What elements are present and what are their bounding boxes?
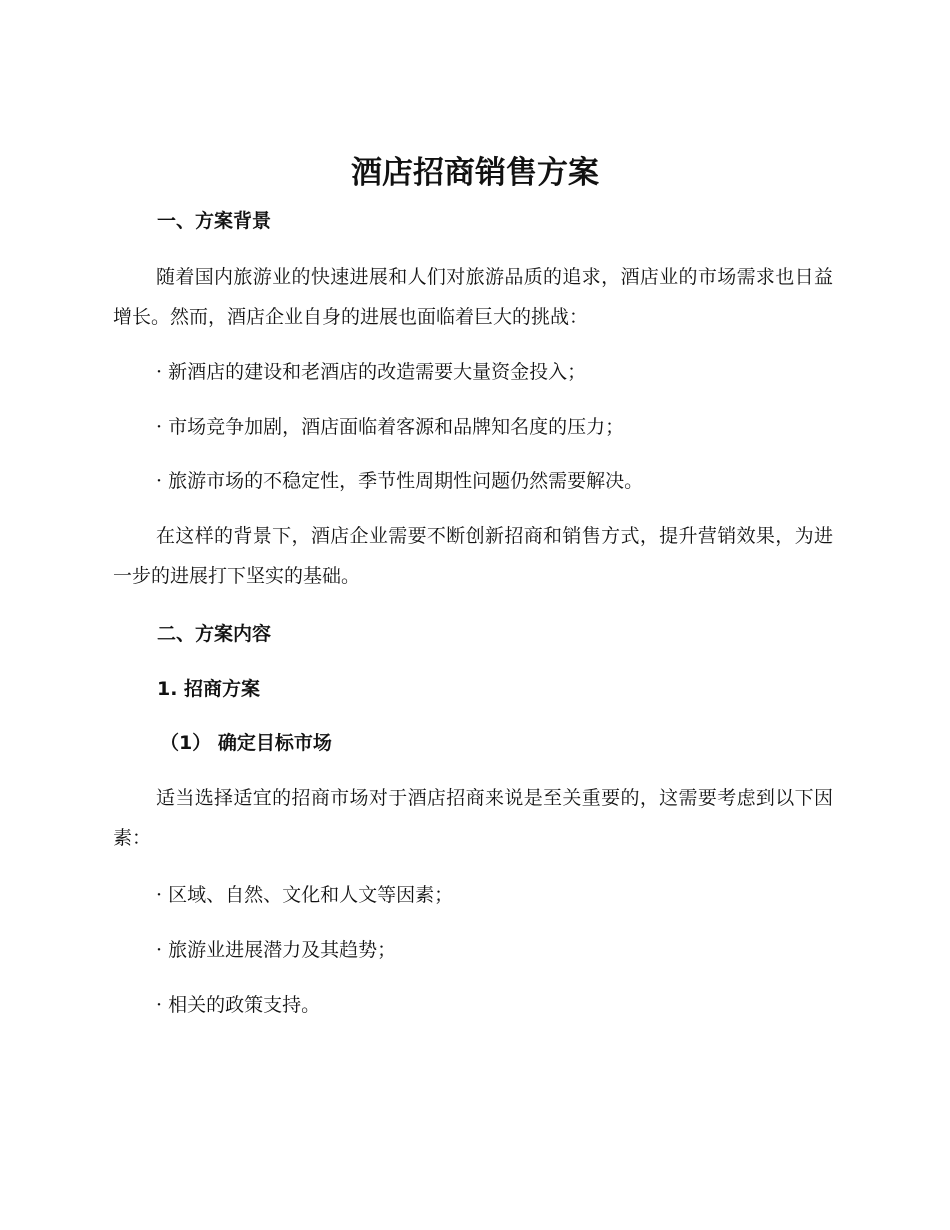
bullet-item: · 旅游业进展潜力及其趋势； [156, 939, 397, 961]
bullet-item: · 新酒店的建设和老酒店的改造需要大量资金投入； [156, 361, 587, 383]
section-heading-content: 二、方案内容 [157, 623, 272, 645]
bullet-item: · 相关的政策支持。 [156, 994, 321, 1016]
bullet-item: · 市场竞争加剧，酒店面临着客源和品牌知名度的压力； [156, 416, 625, 438]
background-conclusion-paragraph: 在这样的背景下，酒店企业需要不断创新招商和销售方式，提升营销效果，为进一步的进展打下坚实的基础。 [113, 525, 833, 587]
section-heading-background: 一、方案背景 [157, 210, 272, 232]
bullet-item: · 旅游市场的不稳定性，季节性周期性问题仍然需要解决。 [156, 470, 644, 492]
bullet-item: · 区域、自然、文化和人文等因素； [156, 884, 454, 906]
subsection-heading-investment-plan: 1. 招商方案 [157, 678, 261, 700]
target-market-paragraph: 适当选择适宜的招商市场对于酒店招商来说是至关重要的，这需要考虑到以下因素： [113, 787, 833, 849]
document-title: 酒店招商销售方案 [351, 155, 599, 191]
subsection-heading-target-market: （1） 确定目标市场 [160, 732, 332, 754]
background-paragraph: 随着国内旅游业的快速进展和人们对旅游品质的追求，酒店业的市场需求也日益增长。然而，酒店企业自身的进展也面临着巨大的挑战： [113, 266, 833, 328]
